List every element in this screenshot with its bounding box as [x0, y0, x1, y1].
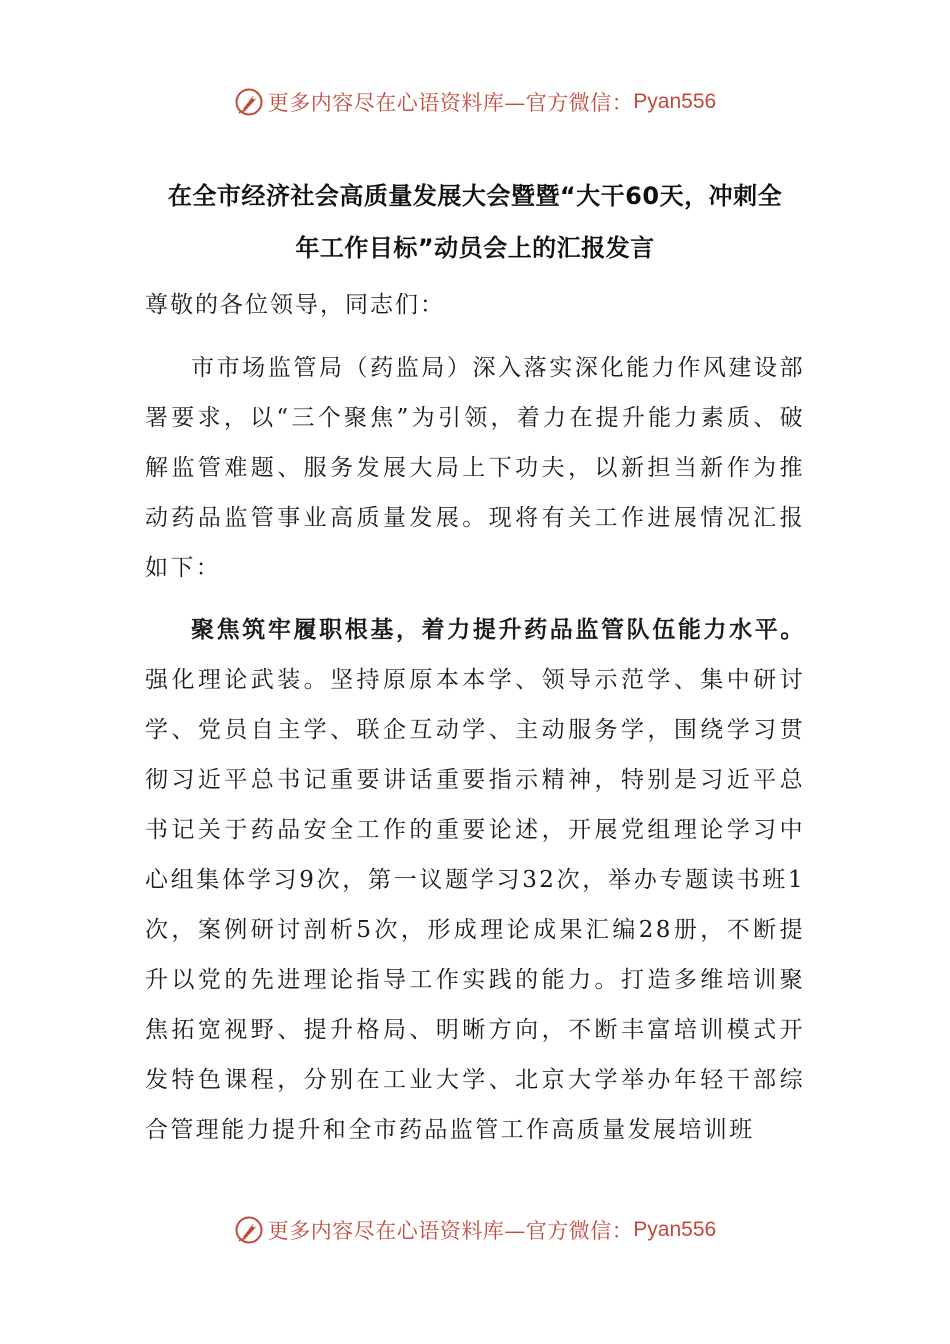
wechat-id: Pyan556: [633, 90, 717, 113]
title-line-1: 在全市经济社会高质量发展大会暨暨“大干60天，冲刺全: [167, 182, 783, 210]
document-title: [140, 170, 810, 274]
section-paragraph: [145, 605, 805, 1155]
watermark-text: 更多内容尽在心语资料库—官方微信：: [267, 91, 634, 115]
footer-watermark-banner: [0, 1210, 950, 1250]
pen-nib-logo-icon: [234, 87, 264, 117]
pen-nib-logo-icon: [234, 1215, 264, 1245]
wechat-id: Pyan556: [633, 1218, 717, 1241]
salutation: 尊敬的各位领导，同志们：: [145, 292, 445, 318]
header-watermark-banner: [0, 82, 950, 122]
watermark-text: 更多内容尽在心语资料库—官方微信：: [267, 1219, 634, 1243]
section-body: 强化理论武装。坚持原原本本学、领导示范学、集中研讨学、党员自主学、联企互动学、主动服务学，围绕学习贯彻习近平总书记重要讲话重要指示精神，特别是习近平总书记关于药品安全工作的重要论述，开展党组理论学习中心组集体学习9次，第一议题学习32次，举办专题读书班1次，案例研讨剖析5次，形成理论成果汇编28册，不断提升以党的先进理论指导工作实践的能力。打造多维培训聚焦拓宽视野、提升格局、明晰方向，不断丰富培训模式开发特色课程，分别在工业大学、北京大学举办年轻干部综合管理能力提升和全市药品监管工作高质量发展培训班: [145, 667, 805, 1143]
title-line-2: 年工作目标”动员会上的汇报发言: [295, 234, 655, 262]
section-heading: 聚焦筑牢履职根基，着力提升药品监管队伍能力水平。: [191, 617, 805, 643]
intro-paragraph: 市市场监管局（药监局）深入落实深化能力作风建设部署要求，以“三个聚焦”为引领，着力在提升能力素质、破解监管难题、服务发展大局上下功夫，以新担当新作为推动药品监管事业高质量发展。现将有关工作进展情况汇报如下：: [145, 355, 805, 581]
